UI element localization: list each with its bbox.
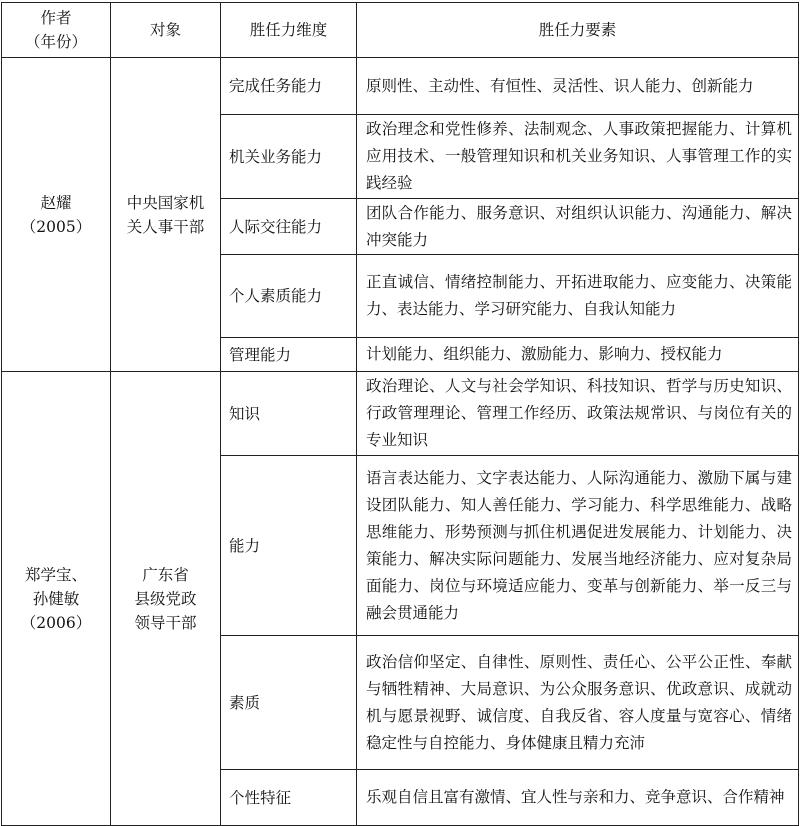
header-author-line2: （年份） xyxy=(24,33,87,51)
dimension-cell: 知识 xyxy=(221,372,357,456)
header-author-line1: 作者 xyxy=(40,9,72,27)
target-cell xyxy=(111,58,221,372)
target-line: 关人事干部 xyxy=(126,217,205,236)
elements-cell: 语言表达能力、文字表达能力、人际沟通能力、激励下属与建设团队能力、知人善任能力、学习能力、科学思维能力、战略思维能力、形势预测与抓住机遇促进发展能力、计划能力、决策能力、解决实际问题能力、发展当地经济能力、应对复杂局面能力、岗位与环境适应能力、变革与创新能力、举一反三与融会贯通能力 xyxy=(357,456,799,636)
table-row xyxy=(2,58,799,115)
target-line: 县级党政 xyxy=(134,589,197,608)
dimension-cell: 个性特征 xyxy=(221,770,357,826)
table-row xyxy=(2,372,799,456)
elements-cell: 政治理念和党性修养、法制观念、人事政策把握能力、计算机应用技术、一般管理知识和机关业务知识、人事管理工作的实践经验 xyxy=(357,115,799,199)
header-dimension: 胜任力维度 xyxy=(221,3,357,58)
header-row xyxy=(2,3,799,58)
dimension-cell: 能力 xyxy=(221,456,357,636)
elements-cell: 正直诚信、情绪控制能力、开拓进取能力、应变能力、决策能力、表达能力、学习研究能力、自我认知能力 xyxy=(357,255,799,338)
elements-cell: 团队合作能力、服务意识、对组织认识能力、沟通能力、解决冲突能力 xyxy=(357,199,799,255)
header-elements: 胜任力要素 xyxy=(357,3,799,58)
elements-cell: 乐观自信且富有激情、宜人性与亲和力、竞争意识、合作精神 xyxy=(357,770,799,826)
author-cell xyxy=(2,58,111,372)
competency-table xyxy=(1,2,799,826)
author-year: （2006） xyxy=(20,613,92,632)
target-line: 中央国家机 xyxy=(126,193,205,212)
target-cell xyxy=(111,372,221,826)
header-author xyxy=(2,3,111,58)
target-line: 领导干部 xyxy=(134,613,197,632)
elements-cell: 政治理论、人文与社会学知识、科技知识、哲学与历史知识、行政管理理论、管理工作经历、政策法规常识、与岗位有关的专业知识 xyxy=(357,372,799,456)
author-year: （2005） xyxy=(20,217,92,236)
elements-cell: 计划能力、组织能力、激励能力、影响力、授权能力 xyxy=(357,338,799,372)
elements-cell: 原则性、主动性、有恒性、灵活性、识人能力、创新能力 xyxy=(357,58,799,115)
author-name: 孙健敏 xyxy=(32,589,80,608)
author-name: 郑学宝、 xyxy=(24,565,87,584)
dimension-cell: 个人素质能力 xyxy=(221,255,357,338)
target-line: 广东省 xyxy=(142,565,189,584)
author-name: 赵耀 xyxy=(40,193,72,212)
dimension-cell: 完成任务能力 xyxy=(221,58,357,115)
elements-cell: 政治信仰坚定、自律性、原则性、责任心、公平公正性、奉献与牺牲精神、大局意识、为公众服务意识、优政意识、成就动机与愿景视野、诚信度、自我反省、容人度量与宽容心、情绪稳定性与自控能力、身体健康且精力充沛 xyxy=(357,636,799,770)
author-cell xyxy=(2,372,111,826)
dimension-cell: 机关业务能力 xyxy=(221,115,357,199)
dimension-cell: 人际交往能力 xyxy=(221,199,357,255)
header-target: 对象 xyxy=(111,3,221,58)
dimension-cell: 素质 xyxy=(221,636,357,770)
dimension-cell: 管理能力 xyxy=(221,338,357,372)
